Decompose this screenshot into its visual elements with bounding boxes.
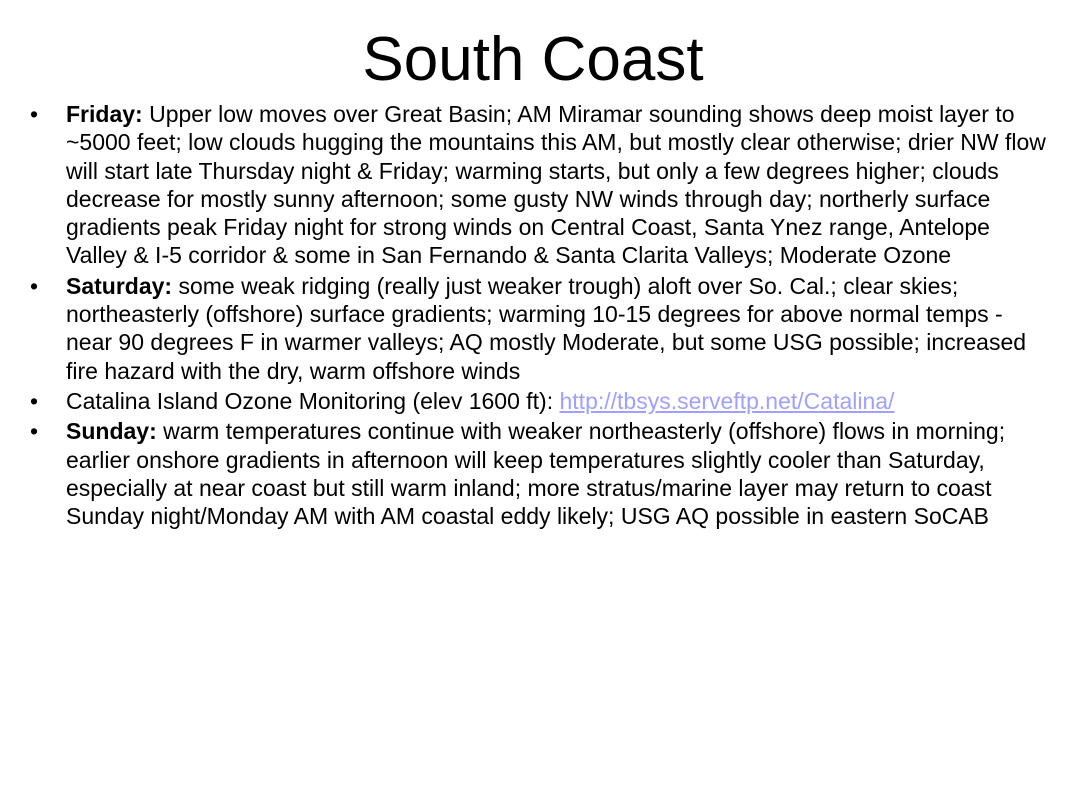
bullet-text: warm temperatures continue with weaker northeasterly (offshore) flows in morning; earlier onshore gradients in afternoon will keep temperatures slightly cooler than Saturday, especially at near coast but still warm inland; more stratus/marine layer may return to coast Sunday night/Monday AM with AM coastal eddy likely; USG AQ possible in eastern SoCAB <box>66 418 1006 530</box>
bullet-icon: • <box>30 418 39 445</box>
bullet-text: some weak ridging (really just weaker trough) aloft over So. Cal.; clear skies; northeasterly (offshore) surface gradients; warming 10-15 degrees for above normal temps - near 90 degrees F in warmer valleys; AQ mostly Moderate, but some USG possible; increased fire hazard with the dry, warm offshore winds <box>66 272 1027 384</box>
bullet-catalina <box>30 387 1050 415</box>
bullet-icon: • <box>30 101 39 127</box>
bullet-lead: Sunday: <box>66 418 157 445</box>
bullet-sunday <box>30 417 1050 530</box>
slide-title: South Coast <box>362 25 704 94</box>
bullet-icon: • <box>30 387 39 414</box>
catalina-link[interactable]: http://tbsys.serveftp.net/Catalina/ <box>559 387 895 414</box>
bullet-text: Upper low moves over Great Basin; AM Miramar sounding shows deep moist layer to ~5000 feet; low clouds hugging the mountains this AM, but mostly clear otherwise; drier NW flow will start late Thursday night & Friday; warming starts, but only a few degrees higher; clouds decrease for mostly sunny afternoon; some gusty NW winds through day; northerly surface gradients peak Friday night for strong winds on Central Coast, Santa Ynez range, Antelope Valley & I-5 corridor & some in San Fernando & Santa Clarita Valleys; Moderate Ozone <box>66 101 1046 269</box>
bullet-saturday <box>30 272 1050 385</box>
bullet-text: Catalina Island Ozone Monitoring (elev 1600 ft): <box>66 387 560 414</box>
bullet-lead: Friday: <box>66 101 143 127</box>
bullet-lead: Saturday: <box>66 272 173 299</box>
bullet-friday <box>30 100 1050 270</box>
bullet-icon: • <box>30 272 39 299</box>
bullet-list <box>30 100 1050 532</box>
